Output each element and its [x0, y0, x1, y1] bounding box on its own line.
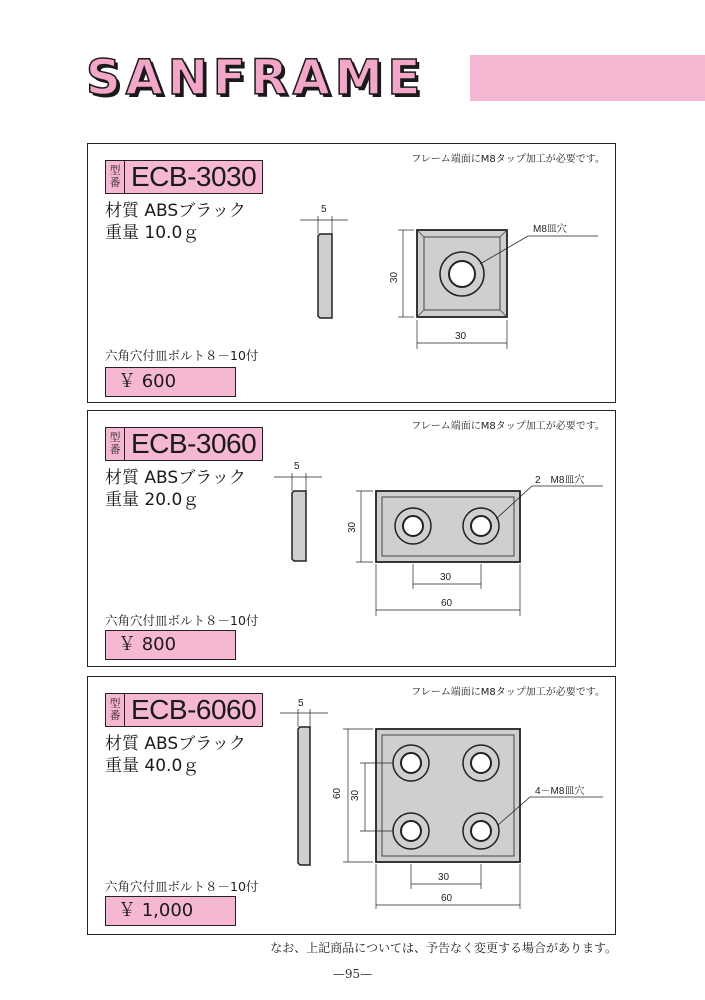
- model-tag-bottom: 番: [109, 709, 121, 722]
- side-view-shape: [292, 491, 306, 561]
- dim-thickness: 5: [294, 461, 300, 472]
- dim-height: 30: [347, 521, 358, 533]
- model-tag-top: 型: [109, 164, 121, 177]
- weight-text: 重量 10.0ｇ: [105, 223, 200, 243]
- tap-note: フレーム端面にM8タップ加工が必要です。: [411, 687, 605, 698]
- material-text: 材質 ABSブラック: [105, 468, 246, 488]
- drawing-ecb-3060: [88, 411, 615, 666]
- dim-width: 60: [441, 598, 453, 609]
- page-number: —95—: [332, 967, 373, 981]
- dim-thickness: 5: [321, 204, 327, 215]
- drawing-ecb-6060: [88, 677, 615, 934]
- tap-note: フレーム端面にM8タップ加工が必要です。: [411, 154, 605, 165]
- hole-label: M8皿穴: [533, 224, 567, 235]
- side-view-shape: [318, 234, 332, 318]
- material-text: 材質 ABSブラック: [105, 201, 246, 221]
- product-panel-ecb-3030: [87, 143, 616, 403]
- dim-pitch: 30: [438, 872, 450, 883]
- model-tag-bottom: 番: [109, 176, 121, 189]
- bolt-text: 六角穴付皿ボルト８－10付: [105, 879, 259, 894]
- model-code: ECB-3030: [125, 161, 262, 193]
- tap-note: フレーム端面にM8タップ加工が必要です。: [411, 421, 605, 432]
- price-box: ￥ 800: [105, 630, 236, 660]
- model-code: ECB-6060: [125, 694, 262, 726]
- product-panel-ecb-3060: [87, 410, 616, 667]
- model-tag-bottom: 番: [109, 443, 121, 456]
- side-view-shape: [298, 727, 310, 865]
- disclaimer-note: なお、上記商品については、予告なく変更する場合があります。: [270, 941, 617, 955]
- dim-thickness: 5: [298, 698, 304, 709]
- drawing-ecb-3030: [88, 144, 615, 402]
- brand-logo: SANFRAME: [86, 50, 426, 106]
- price-box: ￥ 600: [105, 367, 236, 397]
- hole-label: 4－M8皿穴: [535, 786, 585, 797]
- model-tag-top: 型: [109, 697, 121, 710]
- dim-pitch-vertical: 30: [350, 789, 361, 801]
- brand-accent-bar: [470, 55, 705, 101]
- model-tag-top: 型: [109, 431, 121, 444]
- weight-text: 重量 40.0ｇ: [105, 756, 200, 776]
- weight-text: 重量 20.0ｇ: [105, 490, 200, 510]
- dim-width: 30: [455, 331, 467, 342]
- hole-label: 2 M8皿穴: [535, 475, 585, 486]
- dim-width: 60: [441, 893, 453, 904]
- dim-height: 60: [332, 787, 343, 799]
- bolt-text: 六角穴付皿ボルト８－10付: [105, 348, 259, 363]
- material-text: 材質 ABSブラック: [105, 734, 246, 754]
- dim-pitch: 30: [440, 572, 452, 583]
- bolt-text: 六角穴付皿ボルト８－10付: [105, 613, 259, 628]
- model-code: ECB-3060: [125, 428, 262, 460]
- product-panel-ecb-6060: [87, 676, 616, 935]
- dim-height: 30: [389, 271, 400, 283]
- price-box: ￥ 1,000: [105, 896, 236, 926]
